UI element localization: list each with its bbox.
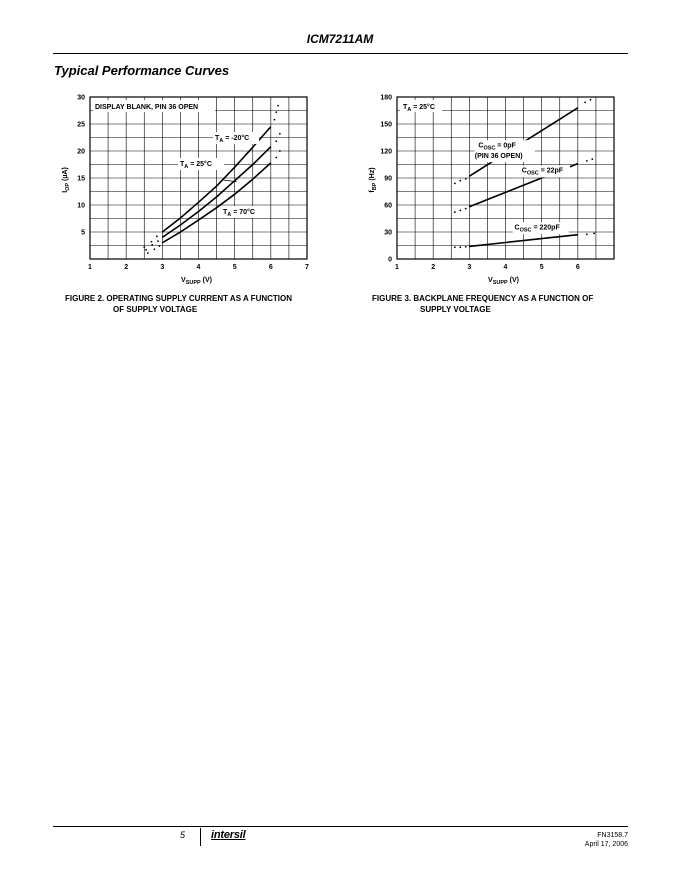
- y-tick-label: 25: [77, 121, 85, 129]
- intersil-logo: intersil: [211, 829, 246, 841]
- y-axis-label: $I_{OP}$ (µA): [62, 167, 71, 193]
- y-tick-label: 30: [77, 94, 85, 102]
- footer-separator: [200, 828, 201, 846]
- y-tick-label: 15: [77, 175, 85, 183]
- doc-number: FN3158.7: [597, 832, 628, 839]
- series-dot: [153, 248, 155, 250]
- y-axis-label: $f_{BP}$ (Hz): [369, 167, 378, 193]
- series-dot: [454, 246, 456, 248]
- figure-3-caption: [372, 293, 593, 315]
- series-dot: [159, 245, 161, 247]
- series-label-line2: (PIN 36 OPEN): [474, 153, 523, 161]
- y-tick-label: 90: [384, 175, 392, 183]
- x-tick-label: 5: [539, 264, 544, 271]
- series-label: $T_A = -20^\circ C$: [215, 135, 250, 144]
- series-dot: [459, 210, 461, 212]
- x-tick-label: 4: [196, 264, 201, 271]
- series-dot: [145, 249, 147, 251]
- series-label: $C_{OSC} = 0pF$: [478, 142, 516, 152]
- figure-2-caption-line1: OPERATING SUPPLY CURRENT AS A FUNCTION: [106, 294, 293, 303]
- x-tick-label: 1: [88, 264, 92, 271]
- y-tick-label: 60: [384, 202, 392, 210]
- x-tick-label: 7: [305, 264, 309, 271]
- series-dot: [590, 99, 592, 101]
- x-tick-label: 3: [160, 264, 165, 271]
- figure-2-number: FIGURE 2.: [65, 294, 105, 303]
- series-dot: [275, 157, 277, 159]
- x-axis-label: $V_{SUPP}$ (V): [488, 277, 519, 286]
- section-title: Typical Performance Curves: [54, 63, 230, 78]
- series-dot: [459, 246, 461, 248]
- page-number: 5: [180, 830, 186, 840]
- series-label: $C_{OSC} = 220pF$: [514, 224, 560, 234]
- series-dot: [151, 241, 153, 243]
- footer-rule: [53, 826, 628, 827]
- series-dot: [584, 102, 586, 104]
- x-tick-label: 6: [575, 264, 580, 271]
- temperature-label: $T_A = 25^\circ C$: [403, 104, 435, 113]
- series-dot: [143, 246, 145, 248]
- y-tick-label: 30: [384, 229, 392, 237]
- document-title: ICM7211AM: [306, 32, 374, 46]
- y-tick-label: 10: [77, 202, 85, 210]
- series-dot: [591, 158, 593, 160]
- x-tick-label: 2: [124, 264, 129, 271]
- supply-current-chart: [55, 88, 325, 288]
- x-tick-label: 1: [395, 264, 399, 271]
- series-dot: [277, 105, 279, 107]
- series-dot: [279, 133, 281, 135]
- x-tick-label: 3: [467, 264, 472, 271]
- x-tick-label: 2: [431, 264, 436, 271]
- series-dot: [151, 244, 153, 246]
- header-rule: [53, 53, 628, 54]
- figure-3-caption-line1: BACKPLANE FREQUENCY AS A FUNCTION OF: [413, 294, 594, 303]
- series-dot: [593, 232, 595, 234]
- y-tick-label: 120: [380, 148, 392, 156]
- series-dot: [465, 208, 467, 210]
- backplane-frequency-chart: [362, 88, 632, 288]
- series-label: $T_A = 70^\circ C$: [223, 209, 255, 218]
- series-dot: [465, 246, 467, 248]
- figure-3-caption-line2: SUPPLY VOLTAGE: [420, 305, 491, 314]
- series-dot: [156, 235, 158, 237]
- series-dot: [275, 111, 277, 113]
- y-tick-label: 0: [388, 256, 392, 264]
- y-tick-label: 150: [380, 121, 392, 129]
- series-dot: [465, 178, 467, 180]
- y-tick-label: 180: [380, 94, 392, 102]
- series-dot: [279, 150, 281, 152]
- x-axis-label: $V_{SUPP}$ (V): [181, 277, 212, 286]
- series-dot: [459, 180, 461, 182]
- x-tick-label: 5: [232, 264, 237, 271]
- series-dot: [147, 252, 149, 254]
- x-tick-label: 4: [503, 264, 508, 271]
- series-dot: [275, 140, 277, 142]
- y-tick-label: 20: [77, 148, 85, 156]
- figure-2-caption: [65, 293, 292, 315]
- figure-3-number: FIGURE 3.: [372, 294, 412, 303]
- series-dot: [454, 183, 456, 185]
- y-tick-label: 5: [81, 229, 85, 237]
- series-dot: [274, 119, 276, 121]
- display-blank-annotation: DISPLAY BLANK, PIN 36 OPEN: [95, 104, 199, 111]
- series-dot: [157, 240, 159, 242]
- footer-doc-info: [585, 831, 628, 849]
- x-tick-label: 6: [268, 264, 273, 271]
- series-dot: [454, 211, 456, 213]
- series-dot: [586, 233, 588, 235]
- figure-2-caption-line2: OF SUPPLY VOLTAGE: [113, 305, 198, 314]
- doc-date: April 17, 2006: [584, 841, 628, 848]
- series-label: $C_{OSC} = 22pF$: [521, 167, 564, 177]
- series-dot: [586, 160, 588, 162]
- series-label: $T_A = 25^\circ C$: [180, 161, 212, 170]
